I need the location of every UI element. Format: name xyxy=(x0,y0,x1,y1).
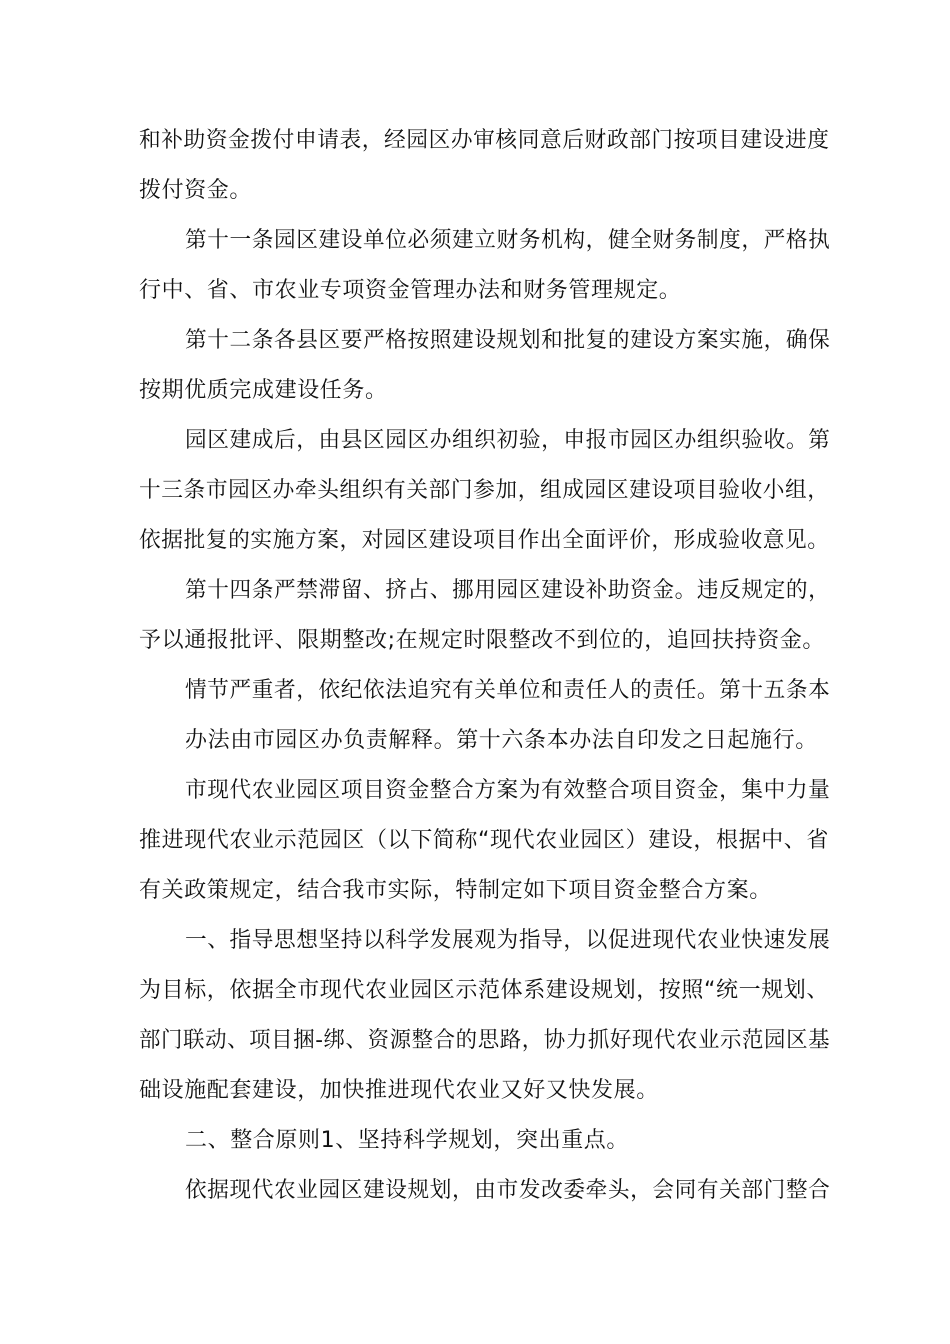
text-line: 依据现代农业园区建设规划，由市发改委牵头，会同有关部门整合 xyxy=(185,1178,831,1203)
text-line: 推进现代农业示范园区（以下简称“现代农业园区）建设，根据中、省 xyxy=(139,828,829,853)
text-line: 第十一条园区建设单位必须建立财务机构，健全财务制度，严格执 xyxy=(185,228,831,253)
text-line: 和补助资金拨付申请表，经园区办审核同意后财政部门按项目建设进度 xyxy=(139,128,830,153)
text-line: 础设施配套建设，加快推进现代农业又好又快发展。 xyxy=(139,1078,659,1103)
text-line: 拨付资金。 xyxy=(139,178,253,203)
text-line: 为目标，依据全市现代农业园区示范体系建设规划，按照“统一规划、 xyxy=(139,978,829,1003)
text-line: 一、指导思想坚持以科学发展观为指导，以促进现代农业快速发展 xyxy=(185,928,831,953)
text-line: 园区建成后，由县区园区办组织初验，申报市园区办组织验收。第 xyxy=(185,428,831,453)
text-line: 办法由市园区办负责解释。第十六条本办法自印发之日起施行。 xyxy=(185,728,818,753)
text-line: 行中、省、市农业专项资金管理办法和财务管理规定。 xyxy=(139,278,682,303)
text-line: 第十四条严禁滞留、挤占、挪用园区建设补助资金。违反规定的， xyxy=(185,578,831,603)
text-line: 情节严重者，依纪依法追究有关单位和责任人的责任。第十五条本 xyxy=(185,678,831,703)
text-line: 十三条市园区办牵头组织有关部门参加，组成园区建设项目验收小组， xyxy=(139,478,830,503)
text-line: 按期优质完成建设任务。 xyxy=(139,378,388,403)
text-line: 予以通报批评、限期整改;在规定时限整改不到位的，追回扶持资金。 xyxy=(139,628,826,653)
text-line: 有关政策规定，结合我市实际，特制定如下项目资金整合方案。 xyxy=(139,878,772,903)
text-line: 依据批复的实施方案，对园区建设项目作出全面评价，形成验收意见。 xyxy=(139,528,830,553)
text-line: 部门联动、项目捆-绑、资源整合的思路，协力抓好现代农业示范园区基 xyxy=(139,1028,831,1053)
text-line: 市现代农业园区项目资金整合方案为有效整合项目资金，集中力量 xyxy=(185,778,831,803)
text-line: 第十二条各县区要严格按照建设规划和批复的建设方案实施，确保 xyxy=(185,328,831,353)
text-line: 二、整合原则1、坚持科学规划，突出重点。 xyxy=(185,1128,629,1153)
